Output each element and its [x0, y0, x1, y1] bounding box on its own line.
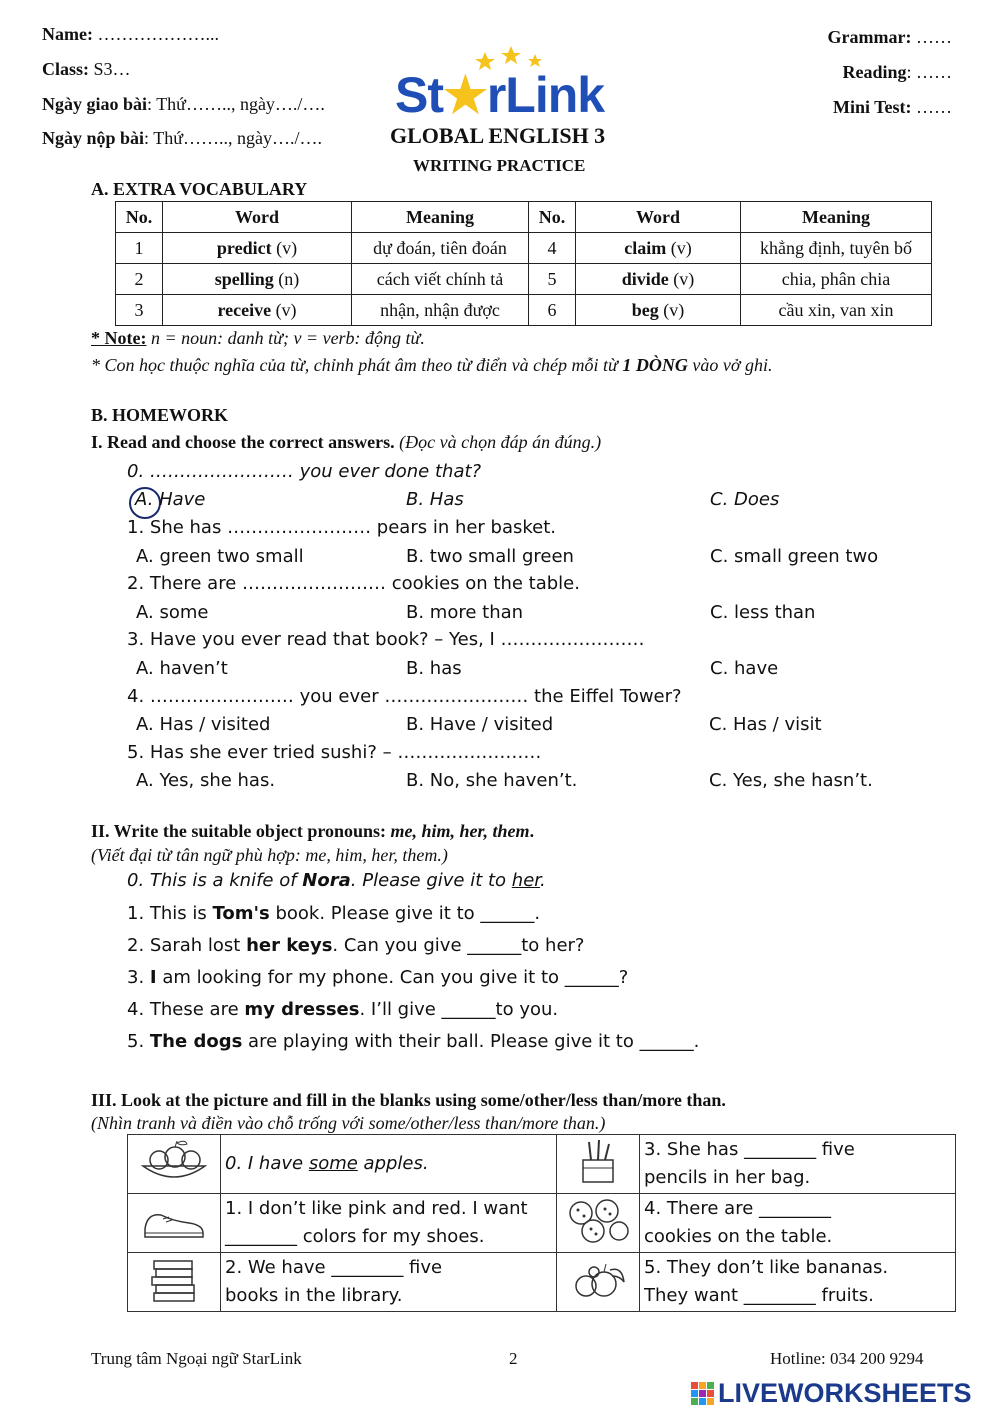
submit-value[interactable]: : Thứ…….., ngày…./…. [144, 128, 322, 148]
fill-cell-5[interactable] [640, 1253, 956, 1312]
pronoun-item-1[interactable] [127, 903, 540, 924]
table-header-row [116, 202, 932, 233]
item-text-b: The dogs [149, 1031, 243, 1052]
cell-no: 3 [116, 295, 163, 326]
col-meaning-2: Meaning [741, 202, 932, 233]
item-text-b: I [149, 967, 157, 988]
cell-meaning: dự đoán, tiên đoán [352, 233, 529, 264]
table-row [128, 1253, 956, 1312]
col-word-2: Word [576, 202, 741, 233]
option-b[interactable]: B. more than [406, 602, 524, 623]
item-text-b: my dresses [244, 999, 360, 1020]
apples-basket-icon [128, 1135, 221, 1194]
option-a[interactable]: A. Yes, she has. [136, 770, 276, 791]
item-text-c: . I’ll give ______to you. [359, 999, 559, 1020]
word-text: claim [624, 237, 667, 258]
note-text: n = noun: danh từ; v = verb: động từ. [146, 328, 425, 348]
liveworksheets-icon [690, 1380, 716, 1406]
part1-title-vn: (Đọc và chọn đáp án đúng.) [394, 432, 602, 452]
fill-cell-1[interactable] [221, 1194, 557, 1253]
name-line [42, 24, 219, 45]
col-meaning-1: Meaning [352, 202, 529, 233]
cell-line-1: 5. They don’t like bananas. [644, 1257, 889, 1278]
word-text: receive [217, 299, 272, 320]
part3-title-vn: (Nhìn tranh và điền vào chỗ trống với some/other/less than/more than.) [91, 1113, 606, 1133]
minitest-label: Mini Test: [832, 97, 912, 117]
word-text: beg [631, 299, 659, 320]
question-4: 4. …………………… you ever …………………… the Eiffel Tower? [127, 686, 682, 707]
starlink-logo [395, 44, 645, 124]
minitest-score [833, 97, 952, 118]
liveworksheets-brand: LIVEWORKSHEETS [718, 1378, 972, 1408]
books-icon [128, 1253, 221, 1312]
submit-date-line [42, 128, 322, 149]
word-type: (v) [670, 237, 692, 258]
table-row [128, 1135, 956, 1194]
fruits-icon [557, 1253, 640, 1312]
example-answer: her [511, 870, 541, 891]
vocabulary-table [115, 201, 932, 326]
item-text-a: 3. [127, 967, 150, 988]
pronoun-item-5[interactable] [127, 1031, 699, 1052]
item-text-c: are playing with their ball. Please give it to ______. [242, 1031, 700, 1052]
item-text-a: 4. These are [127, 999, 245, 1020]
item-text-a: 1. This is [127, 903, 213, 924]
cell-word [576, 264, 741, 295]
cell-no: 1 [116, 233, 163, 264]
cell-line-1: 1. I don’t like pink and red. I want [225, 1198, 528, 1219]
option-c[interactable]: C. Yes, she hasn’t. [709, 770, 873, 791]
example-text-b: Nora [302, 870, 351, 891]
col-no-2: No. [529, 202, 576, 233]
cell-example-answer: some [308, 1153, 358, 1174]
pencils-icon [557, 1135, 640, 1194]
submit-label: Ngày nộp bài [42, 128, 145, 148]
part1-title [91, 432, 601, 453]
reading-value[interactable]: : …… [906, 62, 952, 82]
fill-cell-4[interactable] [640, 1194, 956, 1253]
word-type: (v) [275, 299, 297, 320]
class-line [42, 59, 131, 80]
option-c[interactable]: C. Has / visit [709, 714, 822, 735]
option-a[interactable]: A. haven’t [136, 658, 228, 679]
item-text-a: 5. [127, 1031, 150, 1052]
cookies-icon [557, 1194, 640, 1253]
section-b-title: B. HOMEWORK [91, 405, 229, 425]
picture-fill-table [127, 1134, 956, 1312]
word-type: (v) [673, 268, 695, 289]
table-row [116, 295, 932, 326]
pronoun-example [127, 870, 546, 891]
cell-text-a: 0. I have [225, 1153, 309, 1174]
instruction-text-b: 1 DÒNG [622, 355, 688, 375]
part2-title-words: me, him, her, them [390, 821, 530, 841]
question-0: 0. …………………… you ever done that? [127, 461, 482, 482]
example-text-a: 0. This is a knife of [127, 870, 303, 891]
cell-line-2: cookies on the table. [644, 1226, 833, 1247]
grammar-score [828, 27, 952, 48]
cell-word [163, 233, 352, 264]
cell-meaning: chia, phân chia [741, 264, 932, 295]
page-number: 2 [509, 1349, 518, 1368]
logo-text-part1: St [395, 67, 443, 123]
word-text: predict [216, 237, 272, 258]
cell-line-2: pencils in her bag. [644, 1167, 811, 1188]
cell-text-c: apples. [357, 1153, 429, 1174]
note-label: * Note: [91, 328, 147, 348]
word-text: spelling [214, 268, 274, 289]
cell-line-1: 2. We have ________ five [225, 1257, 443, 1278]
cell-word [163, 264, 352, 295]
worksheet-subtitle: WRITING PRACTICE [413, 156, 586, 175]
cell-meaning: cách viết chính tả [352, 264, 529, 295]
class-label: Class: [42, 59, 90, 79]
pronoun-item-4[interactable] [127, 999, 558, 1020]
cell-line-1: 3. She has ________ five [644, 1139, 855, 1160]
minitest-value[interactable]: …… [916, 97, 952, 117]
option-b[interactable]: B. Has [406, 489, 464, 510]
name-value[interactable]: ………………... [97, 24, 219, 44]
name-label: Name: [42, 24, 93, 44]
cell-meaning: khẳng định, tuyên bố [741, 233, 932, 264]
part2-title-text: II. Write the suitable object pronouns: [91, 821, 391, 841]
item-text-b: her keys [246, 935, 333, 956]
cell-no: 6 [529, 295, 576, 326]
assign-label: Ngày giao bài [42, 94, 148, 114]
part2-title-vn: (Viết đại từ tân ngữ phù hợp: me, him, her, them.) [91, 845, 448, 865]
part1-title-en: I. Read and choose the correct answers. [91, 432, 395, 452]
table-row [116, 233, 932, 264]
part2-title-end: . [529, 821, 535, 841]
cell-line-2: ________ colors for my shoes. [225, 1226, 485, 1247]
col-word-1: Word [163, 202, 352, 233]
word-text: divide [621, 268, 669, 289]
col-no-1: No. [116, 202, 163, 233]
section-a-title: A. EXTRA VOCABULARY [91, 179, 308, 199]
grammar-value[interactable]: …… [916, 27, 952, 47]
word-type: (v) [276, 237, 298, 258]
logo-star-icon: ★ [443, 67, 487, 123]
footer-center-name: Trung tâm Ngoại ngữ StarLink [91, 1349, 302, 1368]
cell-no: 2 [116, 264, 163, 295]
question-2: 2. There are …………………… cookies on the table. [127, 573, 580, 594]
instruction-text-c: vào vở ghi. [687, 355, 773, 375]
cell-meaning: cầu xin, van xin [741, 295, 932, 326]
question-3: 3. Have you ever read that book? – Yes, I …………………… [127, 629, 645, 650]
cell-line-2: They want ________ fruits. [644, 1285, 874, 1306]
assign-date-line [42, 94, 325, 115]
note-line [91, 328, 425, 349]
table-row [116, 264, 932, 295]
word-type: (n) [278, 268, 300, 289]
option-b[interactable]: B. Have / visited [406, 714, 554, 735]
option-a[interactable]: A. Have [135, 489, 206, 510]
example-text-e: . [540, 870, 546, 891]
option-a[interactable]: A. Has / visited [136, 714, 271, 735]
item-text-c: am looking for my phone. Can you give it to ______? [156, 967, 629, 988]
cell-no: 4 [529, 233, 576, 264]
instruction-text-a: * Con học thuộc nghĩa của từ, chỉnh phát âm theo từ điển và chép mỗi từ [91, 355, 623, 375]
option-b[interactable]: B. has [406, 658, 462, 679]
cell-word [576, 295, 741, 326]
cell-line-1: 4. There are ________ [644, 1198, 832, 1219]
shoes-icon [128, 1194, 221, 1253]
option-b[interactable]: B. No, she haven’t. [406, 770, 578, 791]
cell-word [163, 295, 352, 326]
item-text-c: book. Please give it to ______. [269, 903, 541, 924]
class-value[interactable]: S3… [93, 59, 131, 79]
option-c[interactable]: C. have [710, 658, 779, 679]
grammar-label: Grammar: [827, 27, 912, 47]
vocab-instruction [91, 355, 772, 376]
option-c[interactable]: C. less than [710, 602, 816, 623]
item-text-b: Tom's [212, 903, 270, 924]
example-text-c: . Please give it to [350, 870, 512, 891]
question-5: 5. Has she ever tried sushi? – …………………… [127, 742, 542, 763]
assign-value[interactable]: : Thứ…….., ngày…./…. [147, 94, 325, 114]
part2-title [91, 821, 534, 842]
pronoun-item-2[interactable] [127, 935, 584, 956]
logo-text-part2: rLink [486, 67, 605, 123]
fill-cell-0 [221, 1135, 557, 1194]
word-type: (v) [663, 299, 685, 320]
cell-line-2: books in the library. [225, 1285, 403, 1306]
item-text-c: . Can you give ______to her? [332, 935, 585, 956]
option-c[interactable]: C. small green two [710, 546, 879, 567]
option-a[interactable]: A. green two small [136, 546, 304, 567]
cell-no: 5 [529, 264, 576, 295]
cell-word [576, 233, 741, 264]
option-a[interactable]: A. some [136, 602, 209, 623]
cell-meaning: nhận, nhận được [352, 295, 529, 326]
reading-score [842, 62, 952, 83]
fill-cell-3[interactable] [640, 1135, 956, 1194]
course-title: GLOBAL ENGLISH 3 [390, 123, 606, 148]
logo-wordmark [395, 66, 604, 124]
question-1: 1. She has …………………… pears in her basket. [127, 517, 557, 538]
option-c[interactable]: C. Does [710, 489, 780, 510]
reading-label: Reading [842, 62, 907, 82]
table-row [128, 1194, 956, 1253]
option-b[interactable]: B. two small green [406, 546, 574, 567]
part3-title: III. Look at the picture and fill in the blanks using some/other/less than/more than. [91, 1090, 726, 1110]
fill-cell-2[interactable] [221, 1253, 557, 1312]
footer-hotline: Hotline: 034 200 9294 [770, 1349, 924, 1368]
pronoun-item-3[interactable] [127, 967, 628, 988]
item-text-a: 2. Sarah lost [127, 935, 247, 956]
